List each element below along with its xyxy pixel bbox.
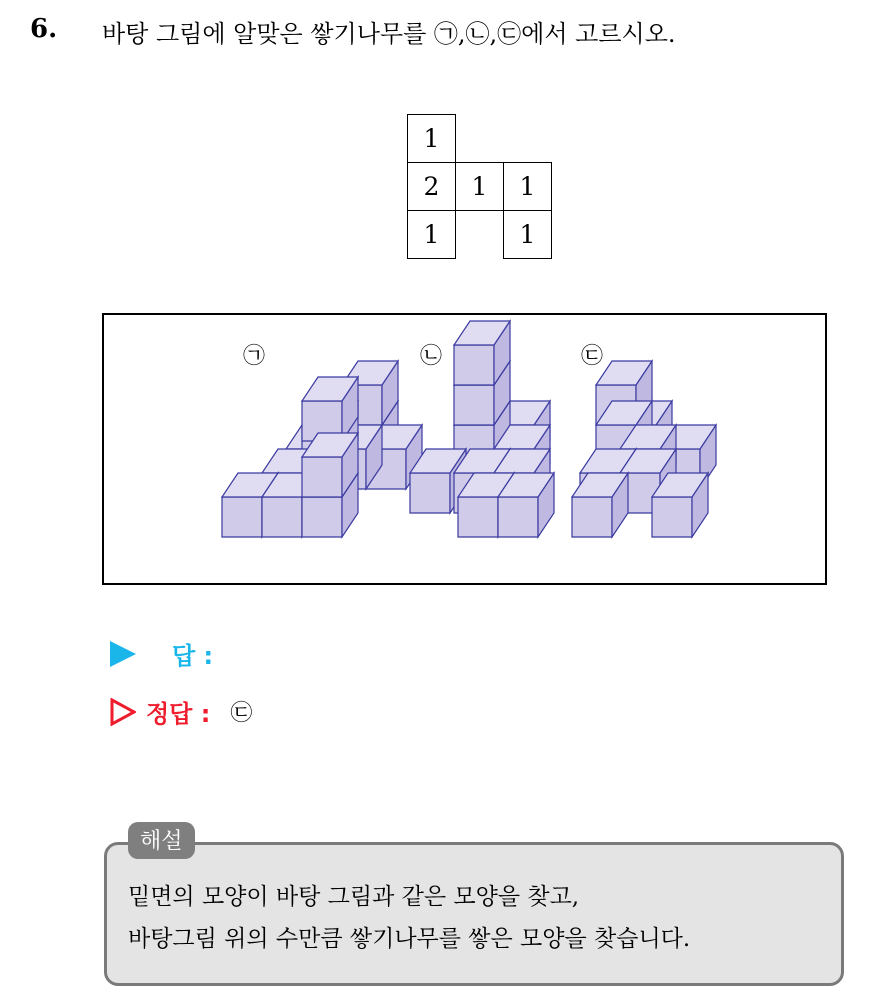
- cube-face: [410, 473, 450, 513]
- cube-drawings: [222, 321, 716, 537]
- answer-row: [110, 636, 213, 671]
- cube-face: [302, 457, 342, 497]
- question-text: 바탕 그림에 알맞은 쌓기나무를 ㉠,㉡,㉢에서 고르시오.: [102, 20, 676, 48]
- answer-label: 답 :: [172, 642, 214, 670]
- play-filled-icon: [110, 641, 136, 667]
- cube-face: [454, 345, 494, 385]
- cube-face: [262, 497, 302, 537]
- explanation-tag: 해설: [128, 822, 195, 859]
- cube-face: [458, 497, 498, 537]
- cube-face: [302, 497, 342, 537]
- correct-answer-label: 정답 :: [146, 700, 211, 728]
- grid-cell: 2: [407, 162, 456, 211]
- play-outline-icon: [110, 698, 136, 726]
- grid-cell: 1: [407, 210, 456, 259]
- correct-answer-value: ㉢: [230, 701, 253, 726]
- explanation-line-2: 바탕그림 위의 수만큼 쌓기나무를 쌓은 모양을 찾습니다.: [128, 926, 691, 952]
- correct-answer-row: [110, 694, 252, 729]
- grid-cell: 1: [407, 114, 456, 163]
- cube-face: [572, 497, 612, 537]
- cube-face: [498, 497, 538, 537]
- cube-face: [454, 385, 494, 425]
- cube-figures-svg: [104, 315, 829, 587]
- cube-face: [652, 497, 692, 537]
- grid-cell: 1: [503, 210, 552, 259]
- base-grid: [407, 114, 555, 260]
- question-number: 6.: [30, 14, 58, 44]
- figure-box: [102, 313, 827, 585]
- explanation-box: [104, 842, 844, 986]
- figure-label-c: ㉢: [580, 344, 604, 369]
- figure-label-b: ㉡: [419, 344, 443, 369]
- cube-face: [222, 497, 262, 537]
- explanation-line-1: 밑면의 모양이 바탕 그림과 같은 모양을 찾고,: [128, 884, 580, 910]
- figure-label-a: ㉠: [242, 344, 266, 369]
- grid-cell: 1: [455, 162, 504, 211]
- grid-cell: 1: [503, 162, 552, 211]
